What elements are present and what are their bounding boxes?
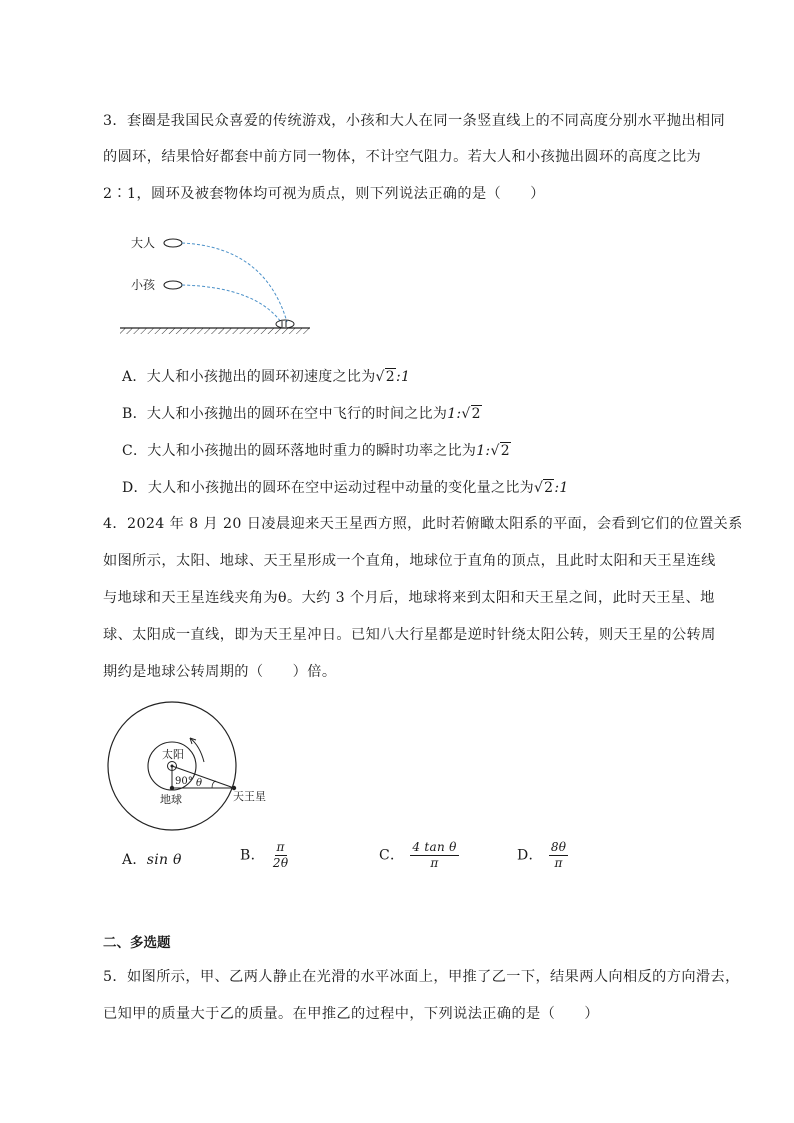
ground-hatch [120,328,310,334]
label-theta: θ [196,778,203,789]
q3-option-d[interactable]: D．大人和小孩抛出的圆环在空中运动过程中动量的变化量之比为√2:1 [122,480,569,496]
label-earth: 地球 [160,793,182,806]
q4-figure [100,700,300,840]
q3-option-d-math-post: :1 [554,480,569,496]
q5-line-1: 5．如图所示，甲、乙两人静止在光滑的水平冰面上，甲推了乙一下，结果两人向相反的方向滑去， [103,969,740,985]
q3-option-a-text: A．大人和小孩抛出的圆环初速度之比为 [122,369,376,385]
q4-option-d[interactable] [517,840,568,871]
q3-line-1: 3．套圈是我国民众喜爱的传统游戏，小孩和大人在同一条竖直线上的不同高度分别水平抛出相同 [103,113,726,129]
q4-option-b-numerator: π [276,840,285,854]
q3-option-c-text: C．大人和小孩抛出的圆环落地时重力的瞬时功率之比为 [122,443,477,459]
orbit-direction-arrow [190,738,204,762]
q3-option-d-radicand: 2 [544,480,554,496]
q4-option-a-label: A． [122,852,147,868]
q3-line-2: 的圆环，结果恰好都套中前方同一物体，不计空气阻力。若大人和小孩抛出圆环的高度之比为 [103,149,702,165]
q4-option-a[interactable] [122,849,182,869]
q3-option-c-radicand: 2 [500,443,510,459]
label-sun: 太阳 [162,748,184,761]
q3-option-c-math-pre: 1: [476,443,491,459]
child-trajectory [182,285,281,322]
q4-option-d-denominator: π [554,856,563,870]
q4-option-c-label: C． [379,847,405,864]
q3-option-a-radicand: 2 [385,369,395,385]
q4-option-c-denominator: π [430,856,439,870]
label-adult: 大人 [131,236,156,250]
q4-option-a-expr: sin θ [146,852,182,868]
label-child: 小孩 [131,278,156,292]
q3-figure [115,225,325,340]
target-ring [276,320,294,328]
q3-option-b-radicand: 2 [471,406,481,422]
q3-option-a-math-post: :1 [395,369,411,385]
q3-option-b[interactable]: B．大人和小孩抛出的圆环在空中飞行的时间之比为1:√2 [122,406,481,422]
q4-line-3: 与地球和天王星连线夹角为θ。大约 3 个月后，地球将来到太阳和天王星之间，此时天王星、地 [103,590,715,606]
q3-option-a[interactable]: A．大人和小孩抛出的圆环初速度之比为√2:1 [122,369,411,385]
q4-option-c[interactable] [379,840,459,871]
label-uranus: 天王星 [233,790,266,803]
q4-line-5: 期约是地球公转周期的（ ）倍。 [103,664,337,680]
q4-option-b-label: B． [240,847,265,864]
q4-option-c-numerator: 4 tan θ [412,840,457,854]
q3-line-3: 2∶1，圆环及被套物体均可视为质点，则下列说法正确的是（ ） [103,186,545,202]
section-title-multiple-choice: 二、多选题 [103,935,171,951]
q4-option-b[interactable] [240,840,290,871]
adult-trajectory [182,243,287,322]
q4-option-d-label: D． [517,847,543,864]
q4-option-d-numerator: 8θ [550,840,567,854]
q3-option-c[interactable]: C．大人和小孩抛出的圆环落地时重力的瞬时功率之比为1:√2 [122,443,510,459]
q3-option-b-text: B．大人和小孩抛出的圆环在空中飞行的时间之比为 [122,406,448,422]
q3-option-b-math-pre: 1: [447,406,462,422]
q4-line-1: 4．2024 年 8 月 20 日凌晨迎来天王星西方照，此时若俯瞰太阳系的平面，会看到它们的位置关系 [103,516,743,532]
q4-option-b-denominator: 2θ [272,856,289,870]
child-ring [164,281,182,289]
q4-line-4: 球、太阳成一直线，即为天王星冲日。已知八大行星都是逆时针绕太阳公转，则天王星的公转周 [103,627,716,643]
q4-line-2: 如图所示，太阳、地球、天王星形成一个直角，地球位于直角的顶点，且此时太阳和天王星连线 [103,553,716,569]
q5-line-2: 已知甲的质量大于乙的质量。在甲推乙的过程中，下列说法正确的是（ ） [103,1006,599,1022]
q3-option-d-text: D．大人和小孩抛出的圆环在空中运动过程中动量的变化量之比为 [122,480,534,496]
adult-ring [164,239,182,247]
label-angle90: 90° [175,776,193,787]
